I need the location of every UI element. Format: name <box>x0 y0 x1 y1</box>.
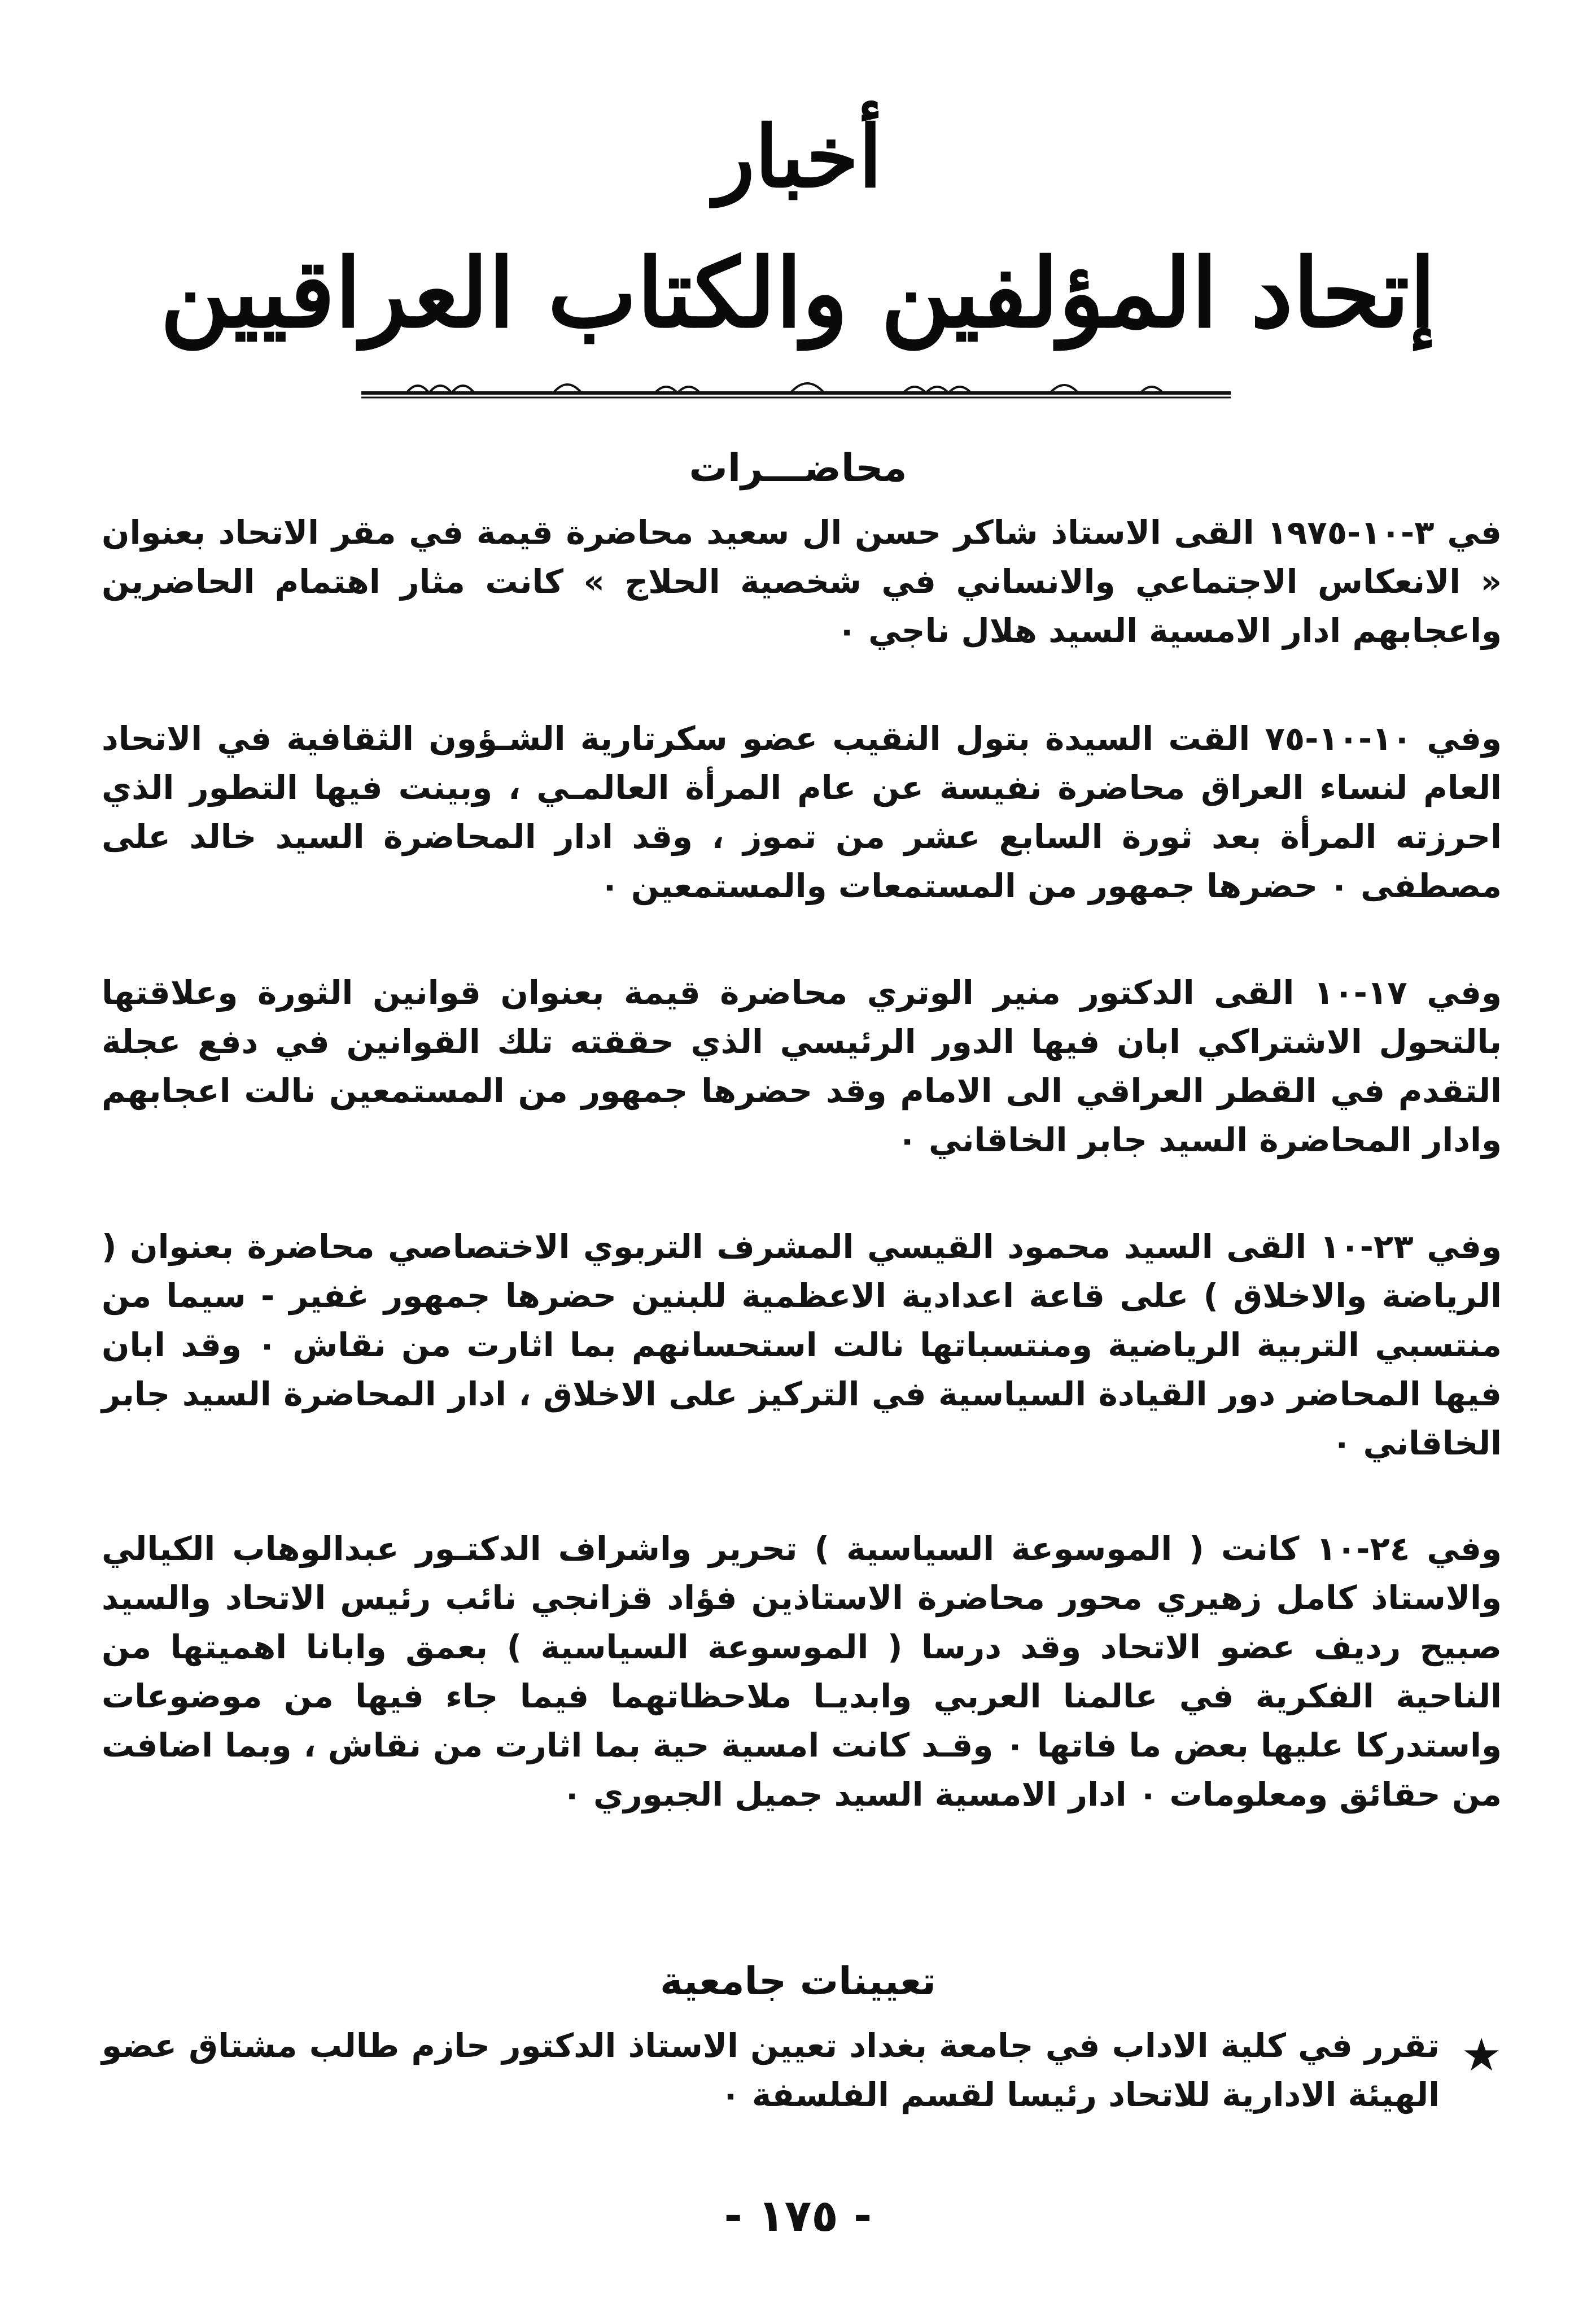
appointment-item <box>102 2021 1502 2120</box>
appointments-heading: تعيينات جامعية <box>660 1959 936 2004</box>
ornamental-divider <box>361 373 1231 407</box>
lecture-paragraph: وفي ١٠-١٠-٧٥ القت السيدة بتول النقيب عضو سكرتارية الشـؤون الثقافية في الاتحاد العام لنساء العراق محاضرة نفيسة عن عام المرأة العالمـي ، وبينت فيها التطور الذي احرزته المرأة بعد ثورة السابع عشر من تموز ، وقد ادار المحاضرة السيد خالد على مصطفى ٠ حضرها جمهور من المستمعات والمستمعين ٠ <box>102 719 1502 905</box>
lecture-paragraph: في ٣-١٠-١٩٧٥ القى الاستاذ شاكر حسن ال سعيد محاضرة قيمة في مقر الاتحاد بعنوان « الانعكاس الاجتماعي والانساني في شخصية الحلاج » كانت مثار اهتمام الحاضرين واعجابهم ادار الامسية السيد هلال ناجي ٠ <box>102 513 1502 650</box>
page-number: - ١٧٥ - <box>724 2191 872 2242</box>
lecture-paragraph: وفي ١٧-١٠ القى الدكتور منير الوتري محاضرة قيمة بعنوان قوانين الثورة وعلاقتها بالتحول الاشتراكي ابان فيها الدور الرئيسي الذي حققته تلك القوانين في دفع عجلة التقدم في القطر العراقي الى الامام وقد حضرها جمهور من المستمعين نالت اعجابهم وادار المحاضرة السيد جابر الخاقاني ٠ <box>102 973 1502 1159</box>
lectures-heading: محاضـــرات <box>689 446 907 491</box>
masthead-top-title: أخبار <box>714 107 882 207</box>
appointment-text: تقرر في كلية الاداب في جامعة بغداد تعيين الاستاذ الدكتور حازم طالب مشتاق عضو الهيئة الادارية للاتحاد رئيسا لقسم الفلسفة ٠ <box>102 2026 1440 2114</box>
masthead-main-title: إتحاد المؤلفين والكتاب العراقيين <box>160 237 1436 349</box>
lecture-paragraph: وفي ٢٤-١٠ كانت ( الموسوعة السياسية ) تحرير واشراف الدكتـور عبدالوهاب الكيالي والاستاذ كامل زهيري محور محاضرة الاستاذين فؤاد قزانجي نائب رئيس الاتحاد والسيد صبيح رديف عضو الاتحاد وقد درسا ( الموسوعة السياسية ) بعمق وابانا اهميتها من الناحية الفكرية في عالمنا العربي وابديـا ملاحظاتهما فيما جاء فيها من موضوعات واستدركا عليها بعض ما فاتها ٠ وقـد كانت امسية حية بما اثارت من نقاش ، وبما اضافت من حقائق ومعلومات ٠ ادار الامسية السيد جميل الجبوري ٠ <box>102 1530 1502 1814</box>
lecture-paragraph: وفي ٢٣-١٠ القى السيد محمود القيسي المشرف التربوي الاختصاصي محاضرة بعنوان ( الرياضة والاخلاق ) على قاعة اعدادية الاعظمية للبنين حضرها جمهور غفير - سيما من منتسبي التربية الرياضية ومنتسباتها نالت استحسانهم بما اثارت من نقاش ٠ وقد ابان فيها المحاضر دور القيادة السياسية في التركيز على الاخلاق ، ادار المحاضرة السيد جابر الخاقاني ٠ <box>102 1227 1502 1462</box>
star-bullet-icon: ★ <box>1461 2029 1502 2081</box>
